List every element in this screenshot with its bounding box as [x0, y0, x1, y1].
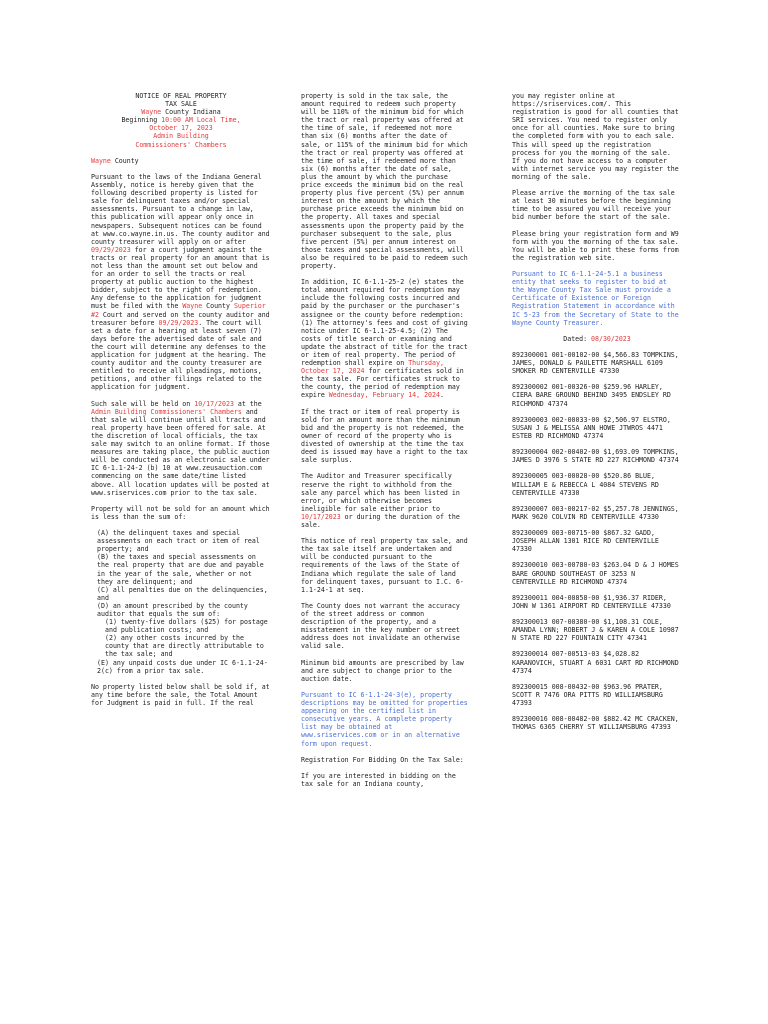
begin-time: 10:00 AM Local Time,	[161, 116, 241, 125]
column-2	[301, 92, 471, 796]
paragraph-bring-forms: Please bring your registration form and W9 form with you the morning of the tax sale. You will be able to print these forms from the registration web site.	[512, 229, 683, 262]
notice-title-2: TAX SALE	[165, 100, 197, 109]
list-item-d1: (1) twenty-five dollars ($25) for postage and publication costs; and	[105, 618, 272, 635]
list-item: 892300007 003-00217-02 $5,257.78 JENNINGS, MARK 9620 COLVIN RD CENTERVILLE 47330	[512, 504, 683, 521]
text-run: or during the duration of the sale.	[301, 512, 464, 529]
text-run: and that sale will continue until all tracts and real property have been offered for sale. At the discretion of local officials, the tax sale may switch to an online format. If those measures are taking place, the public auction will be conducted as an electronic sale under IC 6-1.1-24-2 (b) 10 at www.zeusauction.com commencing on the same date/time listed above. All location updates will be posted at www.sriservices.com prior to the tax sale.	[91, 407, 274, 497]
column-3	[512, 92, 682, 740]
sale-list	[512, 351, 682, 731]
dated-label: Dated:	[563, 334, 592, 343]
list-item: 892300013 007-00380-00 $1,108.31 COLE, AMANDA LYNN; ROBERT J & KAREN A COLE 10987 N STATE RD 227 FOUNTAIN CITY 47341	[512, 618, 683, 643]
list-item: 892300016 008-00482-00 $882.42 MC CRACKEN, THOMAS 6365 CHERRY ST WILLIAMSBURG 47393	[512, 715, 683, 732]
amount-list	[91, 529, 271, 675]
county-heading-rest: County	[110, 156, 139, 165]
list-item: 892300004 002-00402-00 $1,693.09 TOMPKINS, JAMES D 3976 S STATE RD 227 RICHMOND 47374	[512, 448, 683, 465]
paragraph-no-property: No property listed below shall be sold if, at any time before the sale, the Total Amount for Judgment is paid in full. If the real	[91, 682, 274, 708]
header-county-name: Wayne	[141, 108, 162, 117]
registration-heading: Registration For Bidding On the Tax Sale:	[301, 755, 464, 764]
notice-title-1: NOTICE OF REAL PROPERTY	[135, 92, 227, 100]
paragraph-register-online: you may register online at https://sriservices.com/. This registration is good for all counties that SRI services. You need to register only once for all counties. Make sure to bring the completed form with you to each sale. This will speed up the registration process for you the morning of the sale. If you do not have access to a computer with internet service you may register the morning of the sale.	[512, 92, 683, 181]
list-item-a: (A) the delinquent taxes and special assessments on each tract or item of real property; and	[97, 529, 264, 554]
paragraph-business-entity	[512, 270, 682, 327]
date-highlight: Thursday, October 17, 2024	[301, 359, 448, 376]
text-run: Court and served on the county auditor and treasurer before	[91, 310, 274, 327]
date-highlight: 09/29/2023	[158, 318, 199, 327]
list-item-b: (B) the taxes and special assessments on the real property that are due and payable in the year of the sale, whether or not they are delinquent; and	[97, 553, 268, 586]
text-run: County Treasurer.	[531, 318, 604, 327]
location-highlight: Admin Building Commissioners' Chambers	[91, 407, 242, 416]
county-name: Wayne	[512, 318, 532, 327]
list-item-e: (E) any unpaid costs due under IC 6-1.1-24-2(c) from a prior tax sale.	[97, 658, 268, 675]
text-run: at the	[233, 399, 266, 408]
date-highlight: Wednesday, February 14, 2024	[328, 391, 440, 400]
date-highlight: 10/17/2023	[194, 399, 234, 408]
list-item: 892300015 008-00432-00 $963.96 PRATER, SCOTT R 7476 ORA PITTS RD WILLIAMSBURG 47393	[512, 682, 667, 708]
court-highlight: Superior #2	[91, 302, 270, 319]
paragraph-laws: This notice of real property tax sale, and the tax sale itself are undertaken and will be conducted pursuant to the requirements of the laws of the State of Indiana which regulate the sale of land for delinquent taxes, pursuant to I.C. 6-1.1-24-1 at seq.	[301, 537, 472, 594]
paragraph-minimum-sum: Property will not be sold for an amount which is less than the sum of:	[91, 504, 274, 521]
text-run: The Auditor and Treasurer specifically reserve the right to withhold from the sale any parcel which has been listed in error, or which otherwise becomes ineligible for sale either prior to	[301, 472, 464, 513]
text-run: for certificates sold in the tax sale. For certificates struck to the county, the period of redemption may expire	[301, 367, 468, 400]
date-highlight: 09/29/2023	[91, 245, 131, 254]
text-run: County Tax Sale must provide a Certificate of Existence or Foreign Registration Statement in accordance with IC 5-23 from the Secretary of State to the	[512, 286, 683, 319]
paragraph-omitted-descriptions: Pursuant to IC 6-1.1-24-3(e), property descriptions may be omitted for properties appearing on the certified list in consecutive years. A complete property list may be obtained at www.sriservices.com or in an alternative form upon request.	[301, 690, 472, 748]
paragraph-judgment	[91, 172, 274, 392]
header-county-rest: County Indiana	[161, 108, 221, 117]
paragraph-redemption-costs	[301, 278, 471, 399]
dated-value: 08/30/2023	[591, 334, 631, 343]
paragraph-warranty: The County does not warrant the accuracy of the street address or common description of the property, and a misstatement in the key number or street address does not invalidate an otherwise valid sale.	[301, 601, 464, 651]
sale-date: October 17, 2023	[149, 124, 213, 133]
county-heading	[91, 157, 271, 165]
text-run: Pursuant to IC 6-1.1-24-5.1 a business entity that seeks to register to bid at the	[512, 270, 671, 295]
text-run: Such sale will be held on	[91, 399, 195, 408]
dated-line	[512, 335, 682, 343]
list-item: 892300005 003-00028-00 $520.86 BLUE, WILLIAM E & REBECCA L 4084 STEVENS RD CENTERVILLE 47330	[512, 472, 663, 497]
list-item-d2: (2) any other costs incurred by the county that are directly attributable to the tax sale; and	[105, 634, 268, 659]
list-item: 892300003 002-00033-00 $2,506.97 ELSTRO, SUSAN J & MELISSA ANN HOWE JTWROS 4471 ESTEB RD RICHMOND 47374	[512, 415, 675, 440]
text-run: . The court will set a date for a hearing at least seven (7) days before the advertised date of sale and the court will determine any defenses to the application for judgment at the hearing. The county auditor and the county treasurer are entitled to receive all pleadings, motions, petitions, and other filings related to the application for judgment.	[91, 318, 270, 392]
text-run: Pursuant to the laws of the Indiana General Assembly, notice is hereby given that the following described property is listed for sale for delinquent taxes and/or special assessments. Pursuant to a change in law, this publication will appear only once in newspapers. Subsequent notices can be found at www.co.wayne.in.us. The county auditor and county treasurer will apply on or after	[91, 172, 274, 246]
paragraph-sale-held	[91, 399, 274, 497]
paragraph-redemption-amount: property is sold in the tax sale, the amount required to redeem such property will be 110% of the minimum bid for which the tract or real property was offered at the time of sale, if redeemed not more than six (6) months after the date of sale, or 115% of the minimum bid for which the tract or real property was offered at the time of sale, if redeemed more than six (6) months after the date of sale, plus the amount by which the purchase price exceeds the minimum bid on the real property plus five percent (5%) per annum interest on the amount by which the purchase price exceeds the minimum bid on the property. All taxes and special assessments upon the property paid by the purchaser subsequent to the sale, plus five percent (5%) per annum interest on those taxes and special assessments, will also be required to be paid to redeem such property.	[301, 92, 472, 270]
location-line-2: Commissioners' Chambers	[135, 140, 227, 149]
text-run: .	[439, 391, 444, 400]
list-item: 892300014 007-00513-03 $4,028.82 KARANOVICH, STUART A 6031 CART RD RICHMOND 47374	[512, 650, 683, 675]
paragraph-withhold	[301, 472, 471, 529]
notice-header	[91, 92, 271, 149]
list-item: 892300009 003-00715-00 $867.32 GADD, JOSEPH ALLAN 1301 RICE RD CENTERVILLE 47330	[512, 529, 663, 554]
list-item: 892300001 001-00102-00 $4,566.83 TOMPKINS, JAMES, DONALD & PAULETTE MARSHALL 6109 SMOKER RD CENTERVILLE 47330	[512, 351, 683, 376]
list-item: 892300010 003-00780-03 $263.04 D & J HOMES BARE GROUND SOUTHEAST OF 3253 N CENTERVILLE RD RICHMOND 47374	[512, 561, 683, 586]
list-item: 892300011 004-00858-00 $1,936.37 RIDER, JOHN W 1361 AIRPORT RD CENTERVILLE 47330	[512, 593, 671, 610]
paragraph-arrive-early: Please arrive the morning of the tax sale at least 30 minutes before the beginning time to be assured you will receive your bid number before the start of the sale.	[512, 189, 679, 222]
date-highlight: 10/17/2023	[301, 512, 341, 521]
list-item: 892300002 001-00326-00 $259.96 HARLEY, CIERA BARE GROUND BEHIND 3495 ENDSLEY RD RICHMOND 47374	[512, 383, 675, 408]
location-line-1: Admin Building	[153, 132, 209, 141]
begin-prefix: Beginning	[121, 116, 162, 125]
paragraph-registration-start: If you are interested in bidding on the tax sale for an Indiana county,	[301, 771, 460, 788]
text-run: County	[202, 302, 234, 311]
list-item-c: (C) all penalties due on the delinquencies, and	[97, 585, 272, 602]
list-item-d: (D) an amount prescribed by the county auditor that equals the sum of:	[97, 601, 252, 618]
text-run: In addition, IC 6-1.1-25-2 (e) states the total amount required for redemption may include the following costs incurred and paid by the purchaser or the purchaser's assignee or the county before redemption: (1) The attorney's fees and cost of giving notice under IC 6-1.1-25-4.5; (2) The costs of title search or examining and update the abstract of title for the tract or item of real property. The period of redemption shall expire on	[301, 278, 472, 368]
paragraph-minimum-bid: Minimum bid amounts are prescribed by law and are subject to change prior to the auction date.	[301, 658, 468, 683]
county-name: Wayne	[527, 286, 548, 295]
text-run: for a court judgment against the tracts or real property for an amount that is not less than the amount set out below and for an order to sell the tracts or real property at public auction to the highest bidder, subject to the right of redemption. Any defense to the application for judgment must be filed with the	[91, 245, 274, 311]
column-1	[91, 92, 274, 715]
county-heading-name: Wayne	[91, 156, 111, 165]
county-highlight: Wayne	[182, 302, 203, 311]
paragraph-surplus: If the tract or item of real property is sold for an amount more than the minimum bid and the property is not redeemed, the owner of record of the property who is divested of ownership at the time the tax deed is issued may have a right to the tax sale surplus.	[301, 407, 472, 465]
